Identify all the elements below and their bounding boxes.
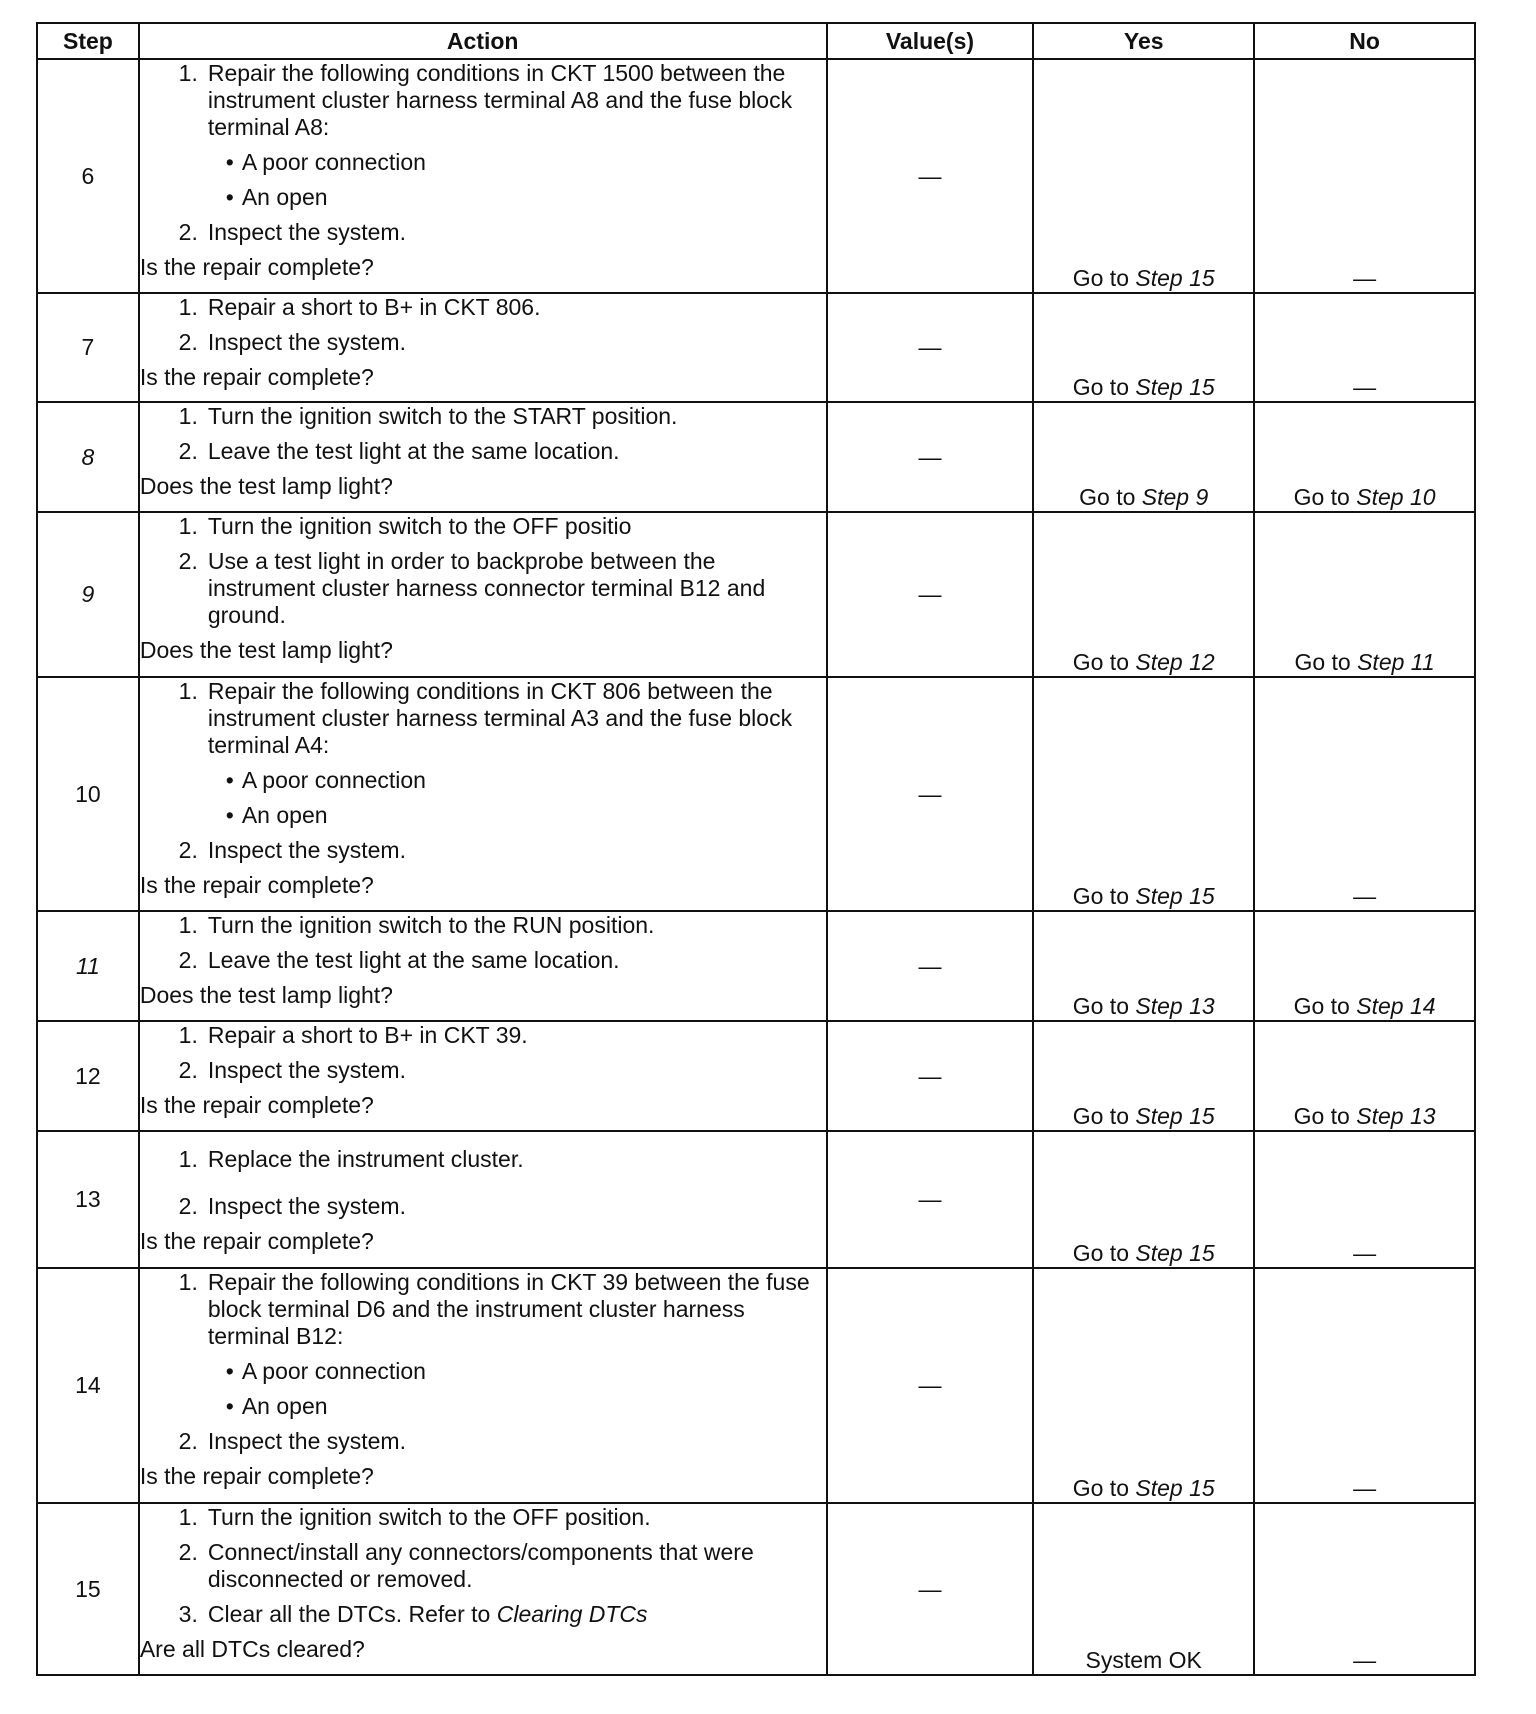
no-cell: [1254, 293, 1475, 402]
value-cell: —: [827, 677, 1034, 911]
action-question: Is the repair complete?: [139, 254, 374, 280]
step-number: 15: [37, 1503, 139, 1675]
go-to-label: Go to: [1079, 484, 1136, 510]
step-number: 11: [37, 911, 139, 1021]
item-text-body: Replace the instrument cluster.: [207, 1146, 524, 1172]
item-text: [208, 438, 826, 465]
step-number: 12: [37, 1021, 139, 1131]
action-item: [140, 1269, 826, 1350]
value-cell: —: [827, 402, 1034, 512]
item-text: [208, 548, 826, 629]
item-text: [208, 219, 826, 246]
diagnostic-table: [36, 22, 1476, 1676]
header-step: Step: [37, 23, 139, 59]
item-text-body: Repair the following conditions in CKT 39 between the fuse block terminal D6 and the instrument cluster harness terminal B12:: [207, 1269, 810, 1349]
value-cell: —: [827, 59, 1034, 293]
item-text: [208, 947, 826, 974]
action-cell: [139, 59, 827, 293]
item-text-body: Inspect the system.: [207, 1428, 406, 1454]
action-item: [140, 1022, 826, 1049]
bullet-text: A poor connection: [241, 1358, 426, 1384]
bullet-text: An open: [241, 802, 328, 828]
item-text: [208, 1057, 826, 1084]
go-to-label: Go to: [1293, 993, 1350, 1019]
item-number: 1.: [178, 1269, 198, 1295]
bullet-list: [140, 1358, 826, 1420]
action-item: [140, 329, 826, 356]
go-to-step-link[interactable]: Step 10: [1356, 484, 1436, 510]
yes-cell: [1033, 1503, 1254, 1675]
table-row: [37, 1131, 1475, 1268]
table-row: [37, 59, 1475, 293]
yes-cell: [1033, 1021, 1254, 1131]
item-number: 2.: [178, 219, 198, 245]
step-number: 10: [37, 677, 139, 911]
table-row: [37, 911, 1475, 1021]
item-number: 2.: [178, 548, 198, 574]
yes-cell: [1033, 293, 1254, 402]
action-item: [140, 912, 826, 939]
action-question: Is the repair complete?: [139, 1228, 374, 1254]
go-to-step-link[interactable]: Step 15: [1135, 1475, 1215, 1501]
reference-link[interactable]: Clearing DTCs: [496, 1601, 648, 1627]
action-item: [140, 1504, 826, 1531]
go-to-label: Go to: [1294, 649, 1351, 675]
yes-cell: [1033, 1268, 1254, 1503]
item-text-body: Inspect the system.: [207, 1193, 406, 1219]
step-number: 6: [37, 59, 139, 293]
no-cell-text: —: [1353, 883, 1377, 909]
action-item: [140, 219, 826, 246]
yes-cell: [1033, 512, 1254, 677]
item-number: 2.: [178, 1193, 198, 1219]
action-question: Are all DTCs cleared?: [139, 1636, 365, 1662]
no-cell: [1254, 1131, 1475, 1268]
item-text: [208, 1504, 826, 1531]
action-cell: [139, 512, 827, 677]
item-text: [208, 329, 826, 356]
yes-cell: [1033, 59, 1254, 293]
no-cell: [1254, 512, 1475, 677]
bullet-text: A poor connection: [241, 767, 426, 793]
action-cell: [139, 402, 827, 512]
action-item: [140, 60, 826, 141]
item-text: [208, 1193, 826, 1220]
go-to-label: Go to: [1072, 649, 1129, 675]
item-text: [208, 1428, 826, 1455]
action-item: [140, 403, 826, 430]
go-to-label: Go to: [1072, 265, 1129, 291]
yes-cell-text: System OK: [1085, 1647, 1202, 1673]
item-number: 3.: [178, 1601, 198, 1627]
action-item: [140, 1601, 826, 1628]
item-text-body: Repair a short to B+ in CKT 39.: [207, 1022, 528, 1048]
item-number: 1.: [178, 403, 198, 429]
action-item: [140, 1146, 826, 1173]
action-item: [140, 678, 826, 759]
action-question: Is the repair complete?: [139, 364, 374, 390]
item-number: 2.: [178, 947, 198, 973]
action-cell: [139, 911, 827, 1021]
action-question: Is the repair complete?: [139, 1092, 374, 1118]
no-cell-text: —: [1353, 265, 1377, 291]
value-cell: —: [827, 1021, 1034, 1131]
item-number: 1.: [178, 513, 198, 539]
item-text: [208, 1539, 826, 1593]
value-cell: —: [827, 293, 1034, 402]
go-to-label: Go to: [1293, 484, 1350, 510]
item-number: 1.: [178, 60, 198, 86]
item-text: [208, 1146, 826, 1173]
item-text: [208, 403, 826, 430]
action-question: Is the repair complete?: [139, 1463, 374, 1489]
bullet-text: A poor connection: [241, 149, 426, 175]
bullet-list: [140, 149, 826, 211]
action-item: [140, 837, 826, 864]
bullet-dot: •: [225, 149, 234, 175]
no-cell: [1254, 1021, 1475, 1131]
header-no: No: [1254, 23, 1475, 59]
item-text: [208, 1269, 826, 1350]
action-item: [140, 438, 826, 465]
item-number: 1.: [178, 294, 198, 320]
item-number: 1.: [178, 1504, 198, 1530]
go-to-step-link[interactable]: Step 15: [1135, 883, 1215, 909]
header-row: [37, 23, 1475, 59]
go-to-step-link[interactable]: Step 12: [1135, 649, 1215, 675]
item-text-body: Turn the ignition switch to the RUN position.: [207, 912, 655, 938]
bullet-item: [140, 1358, 826, 1385]
item-text: [208, 60, 826, 141]
go-to-step-link[interactable]: Step 13: [1135, 993, 1215, 1019]
step-number: 13: [37, 1131, 139, 1268]
go-to-label: Go to: [1072, 993, 1129, 1019]
action-question: Does the test lamp light?: [139, 473, 393, 499]
no-cell-text: —: [1353, 1240, 1377, 1266]
item-text-body: Connect/install any connectors/components that were disconnected or removed.: [207, 1539, 754, 1592]
step-number: 9: [37, 512, 139, 677]
table-row: [37, 1021, 1475, 1131]
action-item: [140, 513, 826, 540]
bullet-item: [140, 1393, 826, 1420]
action-question: Does the test lamp light?: [139, 637, 393, 663]
item-text: [208, 1022, 826, 1049]
item-text-body: Inspect the system.: [207, 329, 406, 355]
no-cell: [1254, 1503, 1475, 1675]
item-text-body: Turn the ignition switch to the START position.: [207, 403, 678, 429]
bullet-dot: •: [225, 1358, 234, 1384]
item-number: 2.: [178, 837, 198, 863]
table-row: [37, 512, 1475, 677]
item-number: 2.: [178, 1057, 198, 1083]
step-number: 7: [37, 293, 139, 402]
no-cell-text: —: [1353, 1647, 1377, 1673]
bullet-item: [140, 767, 826, 794]
item-number: 2.: [178, 1428, 198, 1454]
step-number: 14: [37, 1268, 139, 1503]
value-cell: —: [827, 1268, 1034, 1503]
no-cell: [1254, 911, 1475, 1021]
item-number: 1.: [178, 912, 198, 938]
no-cell-text: —: [1353, 1475, 1377, 1501]
yes-cell: [1033, 911, 1254, 1021]
go-to-step-link[interactable]: Step 15: [1135, 265, 1215, 291]
value-cell: —: [827, 1503, 1034, 1675]
item-number: 1.: [178, 1146, 198, 1172]
item-text-body: Leave the test light at the same location.: [207, 438, 620, 464]
no-cell: [1254, 402, 1475, 512]
action-cell: [139, 1131, 827, 1268]
go-to-step-link[interactable]: Step 15: [1135, 1240, 1215, 1266]
bullet-dot: •: [225, 1393, 234, 1419]
bullet-dot: •: [225, 802, 234, 828]
table-body: [37, 59, 1475, 1675]
item-text: [208, 294, 826, 321]
item-number: 1.: [178, 678, 198, 704]
item-text-body: Turn the ignition switch to the OFF position.: [207, 1504, 651, 1530]
item-text: [208, 513, 826, 540]
action-cell: [139, 293, 827, 402]
item-text-body: Clear all the DTCs. Refer to: [207, 1601, 491, 1627]
item-number: 1.: [178, 1022, 198, 1048]
action-cell: [139, 1268, 827, 1503]
header-action: Action: [139, 23, 827, 59]
value-cell: —: [827, 911, 1034, 1021]
action-question: Is the repair complete?: [139, 872, 374, 898]
yes-cell: [1033, 677, 1254, 911]
value-cell: —: [827, 1131, 1034, 1268]
bullet-item: [140, 184, 826, 211]
go-to-label: Go to: [1072, 1475, 1129, 1501]
item-text-body: Use a test light in order to backprobe between the instrument cluster harness connector terminal B12 and ground.: [207, 548, 766, 628]
go-to-step-link[interactable]: Step 15: [1135, 1103, 1215, 1129]
item-text: [208, 1601, 826, 1628]
item-number: 2.: [178, 438, 198, 464]
item-text-body: Repair the following conditions in CKT 1500 between the instrument cluster harness terminal A8 and the fuse block terminal A8:: [207, 60, 793, 140]
action-question: Does the test lamp light?: [139, 982, 393, 1008]
no-cell-text: —: [1353, 374, 1377, 400]
item-text-body: Inspect the system.: [207, 837, 406, 863]
action-cell: [139, 677, 827, 911]
item-text: [208, 678, 826, 759]
table-row: [37, 1268, 1475, 1503]
action-cell: [139, 1021, 827, 1131]
item-text-body: Repair a short to B+ in CKT 806.: [207, 294, 541, 320]
action-cell: [139, 1503, 827, 1675]
go-to-label: Go to: [1072, 883, 1129, 909]
header-yes: Yes: [1033, 23, 1254, 59]
action-item: [140, 947, 826, 974]
bullet-item: [140, 802, 826, 829]
no-cell: [1254, 677, 1475, 911]
item-text: [208, 837, 826, 864]
yes-cell: [1033, 1131, 1254, 1268]
bullet-list: [140, 767, 826, 829]
item-text-body: Inspect the system.: [207, 1057, 406, 1083]
item-number: 2.: [178, 329, 198, 355]
header-values: Value(s): [827, 23, 1034, 59]
action-item: [140, 548, 826, 629]
go-to-step-link[interactable]: Step 11: [1357, 649, 1435, 675]
go-to-step-link[interactable]: Step 13: [1356, 1103, 1436, 1129]
item-text-body: Repair the following conditions in CKT 806 between the instrument cluster harness terminal A3 and the fuse block terminal A4:: [207, 678, 793, 758]
go-to-step-link[interactable]: Step 9: [1141, 484, 1209, 510]
action-item: [140, 294, 826, 321]
no-cell: [1254, 59, 1475, 293]
go-to-step-link[interactable]: Step 14: [1356, 993, 1436, 1019]
go-to-label: Go to: [1072, 374, 1129, 400]
table-row: [37, 293, 1475, 402]
bullet-item: [140, 149, 826, 176]
bullet-text: An open: [241, 1393, 328, 1419]
action-item: [140, 1539, 826, 1593]
item-text-body: Leave the test light at the same location.: [207, 947, 620, 973]
go-to-label: Go to: [1072, 1103, 1129, 1129]
no-cell: [1254, 1268, 1475, 1503]
action-item: [140, 1428, 826, 1455]
bullet-dot: •: [225, 184, 234, 210]
go-to-label: Go to: [1072, 1240, 1129, 1266]
item-text-body: Inspect the system.: [207, 219, 406, 245]
item-text: [208, 912, 826, 939]
item-text-body: Turn the ignition switch to the OFF positio: [207, 513, 632, 539]
go-to-label: Go to: [1293, 1103, 1350, 1129]
step-number: 8: [37, 402, 139, 512]
action-item: [140, 1057, 826, 1084]
yes-cell: [1033, 402, 1254, 512]
table-row: [37, 1503, 1475, 1675]
table-row: [37, 402, 1475, 512]
table-row: [37, 677, 1475, 911]
item-number: 2.: [178, 1539, 198, 1565]
action-item: [140, 1193, 826, 1220]
go-to-step-link[interactable]: Step 15: [1135, 374, 1215, 400]
bullet-text: An open: [241, 184, 328, 210]
value-cell: —: [827, 512, 1034, 677]
bullet-dot: •: [225, 767, 234, 793]
